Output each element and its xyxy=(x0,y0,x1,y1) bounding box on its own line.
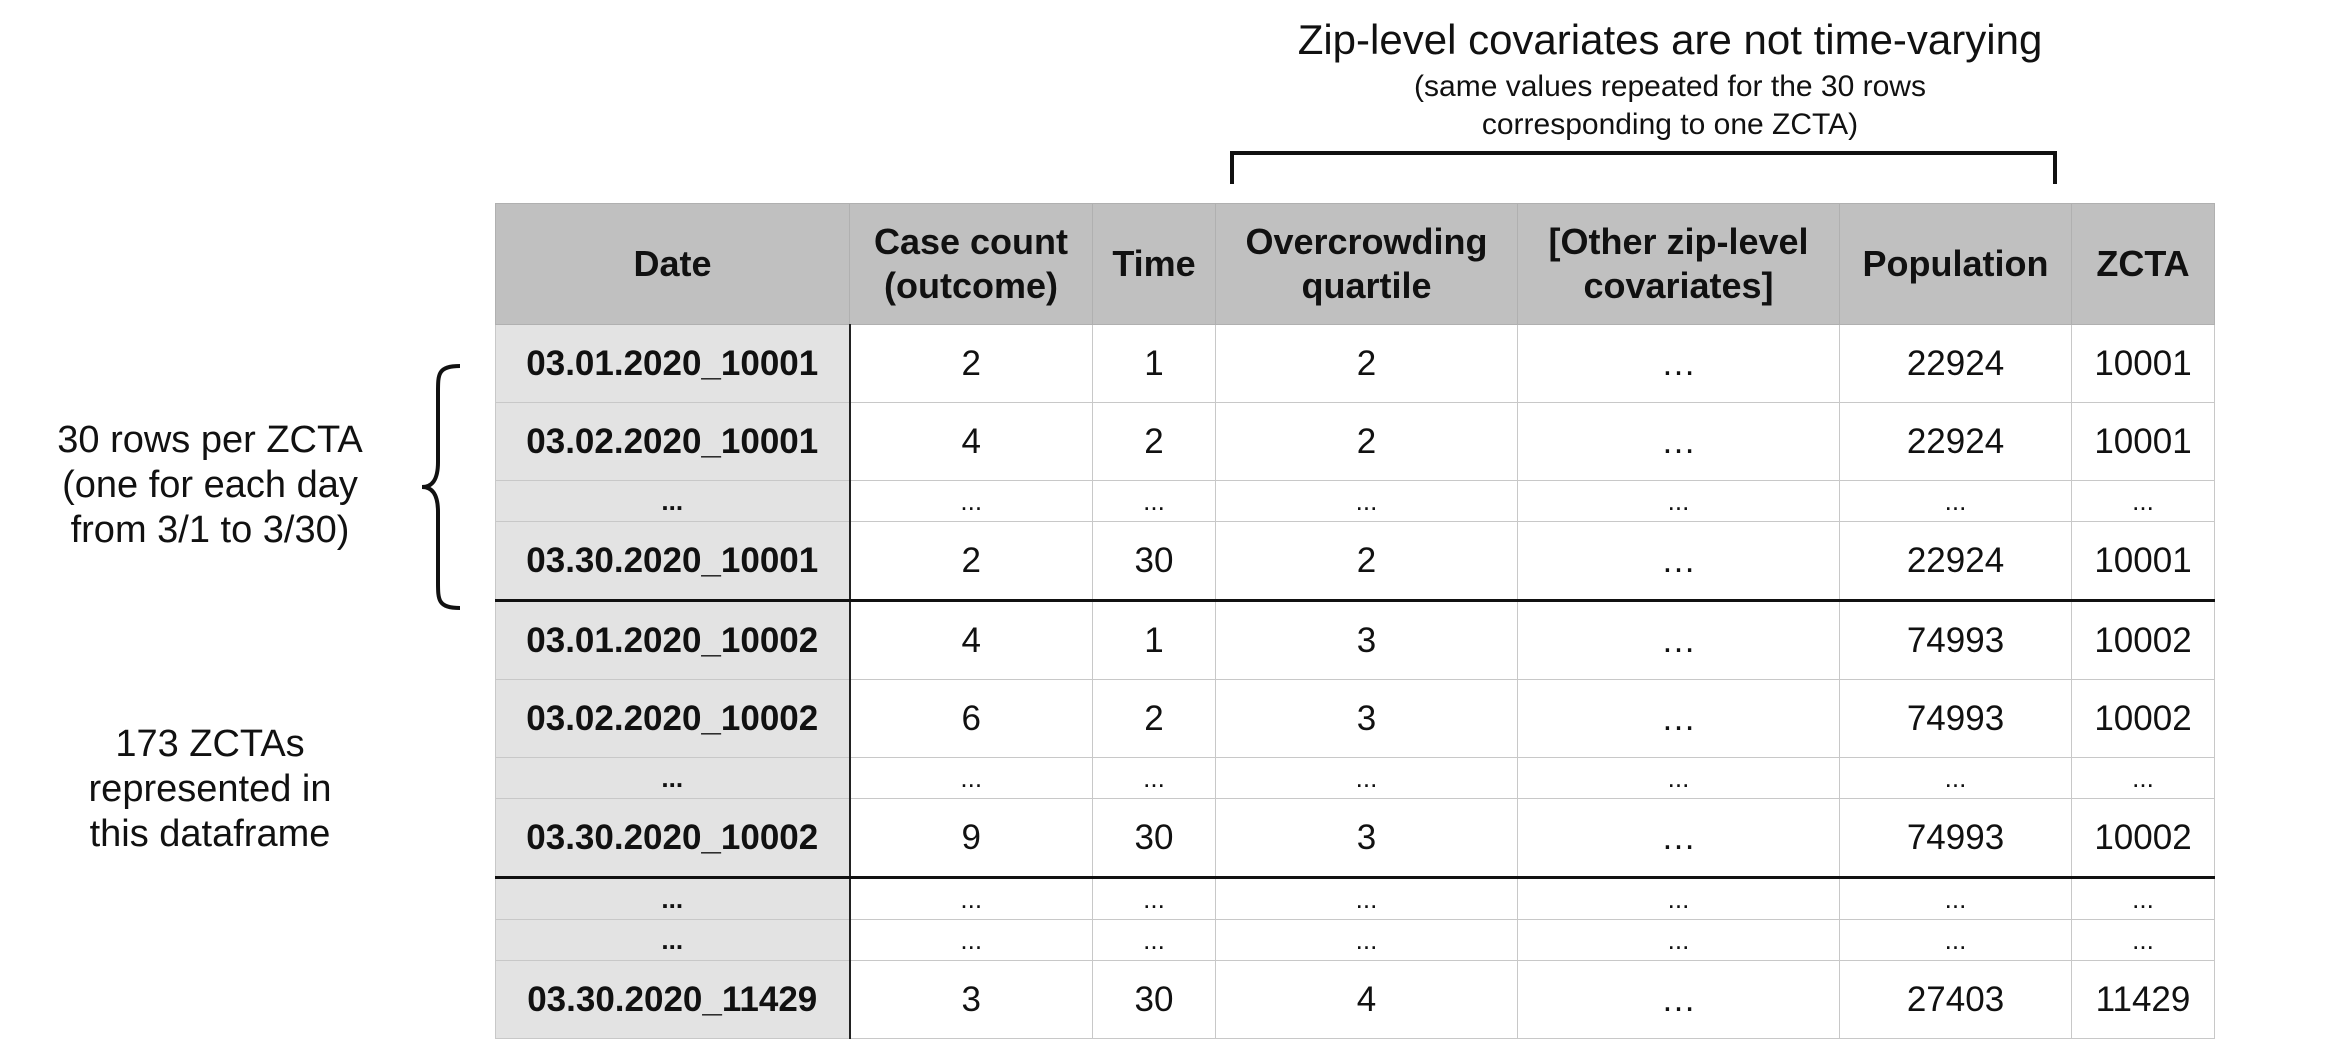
cell-case-count: 4 xyxy=(850,403,1093,481)
table-row xyxy=(496,799,2215,878)
cell-other-covariates: … xyxy=(1518,522,1840,601)
cell-overcrowding: 2 xyxy=(1216,403,1518,481)
top-subtitle xyxy=(1190,68,2150,144)
cell-time: 1 xyxy=(1093,601,1216,680)
cell-overcrowding: 4 xyxy=(1216,961,1518,1039)
cell-case-count: 2 xyxy=(850,522,1093,601)
cell-population: 74993 xyxy=(1840,799,2072,878)
cell-time: 2 xyxy=(1093,680,1216,758)
cell-time: 30 xyxy=(1093,961,1216,1039)
rows-brace xyxy=(418,362,478,612)
cell-zcta: 11429 xyxy=(2072,961,2215,1039)
cell-time: ... xyxy=(1093,481,1216,522)
table-row xyxy=(496,601,2215,680)
cell-other-covariates: … xyxy=(1518,961,1840,1039)
header-population: Population xyxy=(1840,204,2072,325)
table-row xyxy=(496,961,2215,1039)
header-date: Date xyxy=(496,204,850,325)
note-line: represented in xyxy=(88,768,332,810)
cell-zcta: 10002 xyxy=(2072,601,2215,680)
header-time: Time xyxy=(1093,204,1216,325)
cell-time: 30 xyxy=(1093,522,1216,601)
cell-other-covariates: … xyxy=(1518,680,1840,758)
cell-zcta: ... xyxy=(2072,758,2215,799)
cell-case-count: ... xyxy=(850,481,1093,522)
cell-overcrowding: ... xyxy=(1216,481,1518,522)
cell-zcta: 10002 xyxy=(2072,680,2215,758)
cell-case-count: ... xyxy=(850,878,1093,920)
cell-date: 03.02.2020_10001 xyxy=(496,403,850,481)
cell-date: 03.30.2020_11429 xyxy=(496,961,850,1039)
cell-overcrowding: 3 xyxy=(1216,799,1518,878)
note-line: (one for each day xyxy=(62,464,358,506)
cell-population: 27403 xyxy=(1840,961,2072,1039)
cell-date: 03.30.2020_10002 xyxy=(496,799,850,878)
header-zcta: ZCTA xyxy=(2072,204,2215,325)
cell-time: 1 xyxy=(1093,325,1216,403)
cell-population: 74993 xyxy=(1840,601,2072,680)
cell-population: ... xyxy=(1840,920,2072,961)
cell-time: ... xyxy=(1093,920,1216,961)
cell-date: ... xyxy=(496,878,850,920)
cell-zcta: 10002 xyxy=(2072,799,2215,878)
note-line: from 3/1 to 3/30) xyxy=(70,509,350,551)
cell-case-count: 3 xyxy=(850,961,1093,1039)
header-other-covariates: [Other zip-level covariates] xyxy=(1518,204,1840,325)
note-line: 173 ZCTAs xyxy=(115,723,305,765)
cell-population: ... xyxy=(1840,481,2072,522)
cell-overcrowding: ... xyxy=(1216,920,1518,961)
cell-date: ... xyxy=(496,758,850,799)
cell-other-covariates: ... xyxy=(1518,758,1840,799)
cell-other-covariates: … xyxy=(1518,325,1840,403)
cell-other-covariates: … xyxy=(1518,403,1840,481)
cell-overcrowding: 2 xyxy=(1216,522,1518,601)
cell-other-covariates: ... xyxy=(1518,920,1840,961)
cell-date: ... xyxy=(496,920,850,961)
cell-time: 2 xyxy=(1093,403,1216,481)
covariates-bracket xyxy=(1230,150,2060,186)
cell-case-count: 9 xyxy=(850,799,1093,878)
note-line: 30 rows per ZCTA xyxy=(57,419,363,461)
header-row xyxy=(496,204,2215,325)
header-overcrowding: Overcrowding quartile xyxy=(1216,204,1518,325)
cell-case-count: ... xyxy=(850,758,1093,799)
cell-date: 03.01.2020_10001 xyxy=(496,325,850,403)
table-row xyxy=(496,878,2215,920)
cell-zcta: ... xyxy=(2072,920,2215,961)
cell-case-count: 2 xyxy=(850,325,1093,403)
cell-zcta: 10001 xyxy=(2072,403,2215,481)
cell-date: 03.01.2020_10002 xyxy=(496,601,850,680)
cell-date: 03.02.2020_10002 xyxy=(496,680,850,758)
cell-other-covariates: … xyxy=(1518,799,1840,878)
cell-other-covariates: ... xyxy=(1518,481,1840,522)
table-row xyxy=(496,680,2215,758)
top-title: Zip-level covariates are not time-varying xyxy=(1297,16,2043,63)
header-case-count: Case count (outcome) xyxy=(850,204,1093,325)
cell-population: 22924 xyxy=(1840,522,2072,601)
cell-zcta: 10001 xyxy=(2072,522,2215,601)
cell-overcrowding: 3 xyxy=(1216,601,1518,680)
cell-time: ... xyxy=(1093,878,1216,920)
cell-overcrowding: ... xyxy=(1216,878,1518,920)
zcta-count-note xyxy=(25,722,395,857)
cell-population: 22924 xyxy=(1840,325,2072,403)
top-subtitle-line: corresponding to one ZCTA) xyxy=(1481,108,1859,141)
rows-per-zcta-note xyxy=(15,418,405,553)
cell-population: ... xyxy=(1840,758,2072,799)
cell-date: 03.30.2020_10001 xyxy=(496,522,850,601)
table-row xyxy=(496,325,2215,403)
table-row xyxy=(496,403,2215,481)
cell-date: ... xyxy=(496,481,850,522)
cell-overcrowding: 2 xyxy=(1216,325,1518,403)
top-subtitle-line: (same values repeated for the 30 rows xyxy=(1414,70,1926,103)
dataframe-table xyxy=(495,203,2215,1039)
cell-case-count: 6 xyxy=(850,680,1093,758)
cell-population: 22924 xyxy=(1840,403,2072,481)
cell-time: ... xyxy=(1093,758,1216,799)
cell-overcrowding: ... xyxy=(1216,758,1518,799)
cell-zcta: ... xyxy=(2072,481,2215,522)
note-line: this dataframe xyxy=(89,813,331,855)
cell-zcta: ... xyxy=(2072,878,2215,920)
cell-other-covariates: … xyxy=(1518,601,1840,680)
cell-overcrowding: 3 xyxy=(1216,680,1518,758)
cell-other-covariates: ... xyxy=(1518,878,1840,920)
table-row xyxy=(496,920,2215,961)
table-row xyxy=(496,758,2215,799)
cell-time: 30 xyxy=(1093,799,1216,878)
table-row xyxy=(496,481,2215,522)
table-row xyxy=(496,522,2215,601)
cell-population: ... xyxy=(1840,878,2072,920)
cell-case-count: 4 xyxy=(850,601,1093,680)
cell-zcta: 10001 xyxy=(2072,325,2215,403)
cell-population: 74993 xyxy=(1840,680,2072,758)
cell-case-count: ... xyxy=(850,920,1093,961)
